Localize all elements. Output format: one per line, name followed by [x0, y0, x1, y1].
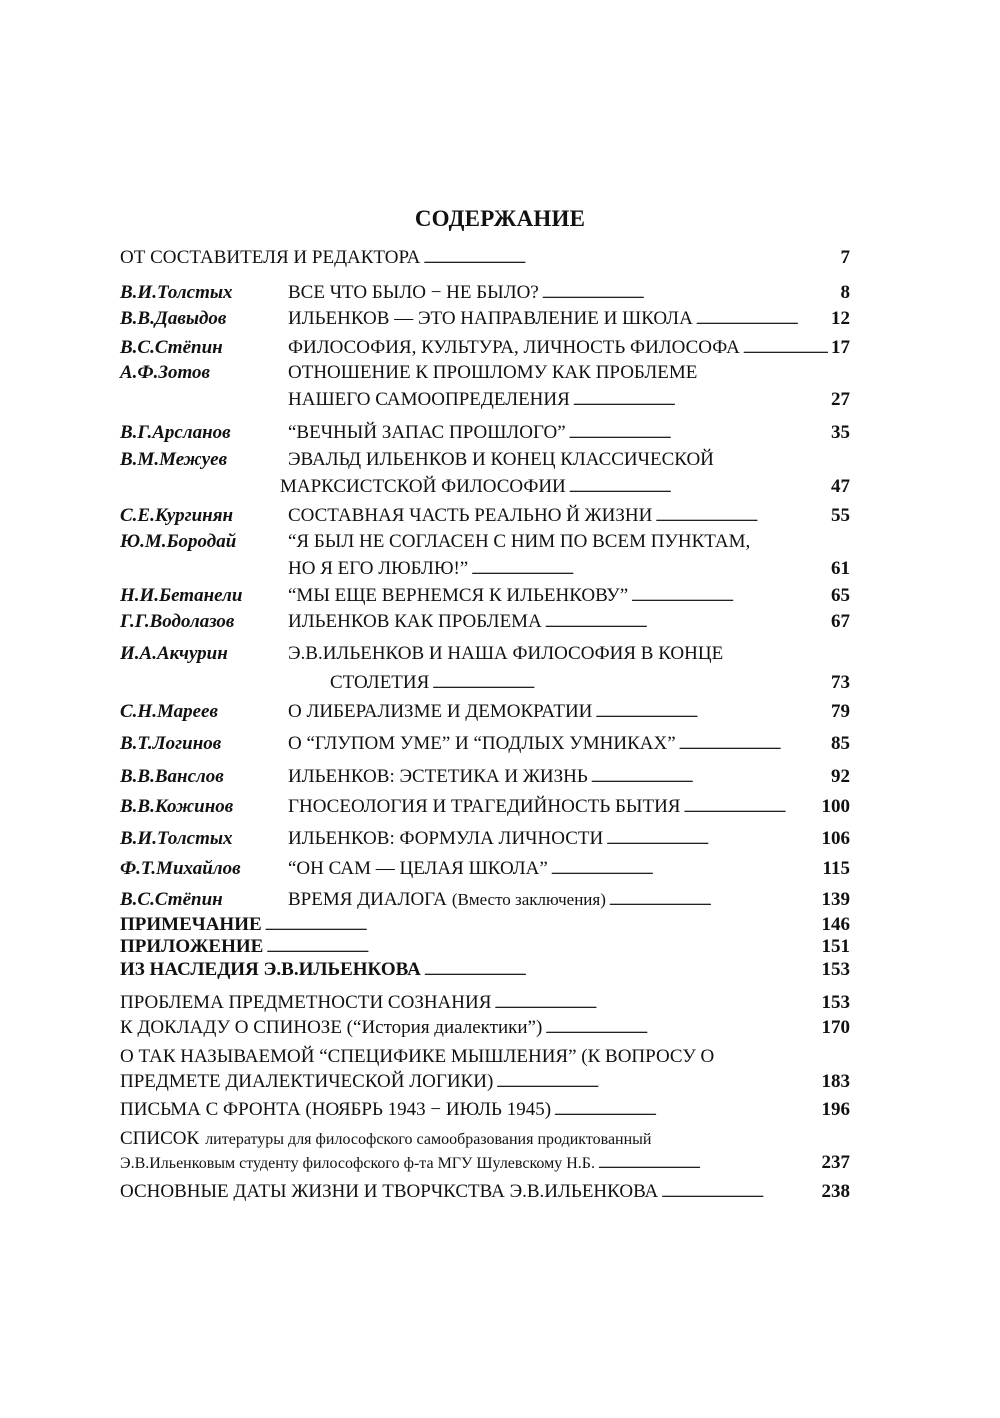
entry-author: В.И.Толстых	[120, 828, 233, 849]
page-number: 115	[822, 858, 850, 879]
leader-dots	[265, 914, 819, 937]
toc-entry-continuation	[120, 474, 850, 500]
entry-author: С.Н.Мареев	[120, 701, 218, 722]
leader-dots	[496, 1069, 818, 1096]
entry-title: ВРЕМЯ ДИАЛОГА	[288, 889, 447, 910]
leader-dots	[494, 990, 818, 1017]
entry-title-continued: НАШЕГО САМООПРЕДЕЛЕНИЯ	[288, 389, 570, 410]
page-number: 27	[831, 389, 850, 410]
toc-entry	[120, 1126, 850, 1152]
toc-entry	[120, 1015, 850, 1041]
entry-author: В.Т.Логинов	[120, 733, 222, 754]
toc-entry	[120, 764, 850, 790]
entry-author: В.С.Стёпин	[120, 889, 223, 910]
toc-entry	[120, 914, 850, 936]
entry-title-continued: МАРКСИСТСКОЙ ФИЛОСОФИИ	[280, 476, 566, 497]
toc-entry	[120, 609, 850, 635]
toc-entry	[120, 887, 850, 913]
entry-title: ИЛЬЕНКОВ КАК ПРОБЛЕМА	[288, 611, 542, 632]
leader-dots	[696, 306, 828, 333]
page-number: 12	[831, 308, 850, 329]
entry-author: Ю.М.Бородай	[120, 531, 237, 552]
leader-dots	[551, 856, 820, 883]
entry-title-continued: ПРЕДМЕТЕ ДИАЛЕКТИЧЕСКОЙ ЛОГИКИ)	[120, 1071, 494, 1092]
leader-dots	[423, 245, 837, 272]
entry-title: “Я БЫЛ НЕ СОГЛАСЕН С НИМ ПО ВСЕМ ПУНКТАМ,	[288, 531, 751, 552]
leader-dots	[679, 731, 828, 758]
entry-author: В.М.Межуев	[120, 449, 228, 470]
page-number: 55	[831, 505, 850, 526]
toc-entry	[120, 447, 850, 473]
page-number: 196	[821, 1099, 850, 1120]
leader-dots	[545, 1015, 818, 1042]
entry-author: В.В.Давыдов	[120, 308, 227, 329]
entry-title: ПИСЬМА С ФРОНТА (НОЯБРЬ 1943 − ИЮЛЬ 1945)	[120, 1099, 552, 1120]
entry-title: ЭВАЛЬД ИЛЬЕНКОВ И КОНЕЦ КЛАССИЧЕСКОЙ	[288, 449, 714, 470]
toc-entry	[120, 1044, 850, 1070]
toc-entry	[120, 794, 850, 820]
entry-title: ИЛЬЕНКОВ — ЭТО НАПРАВЛЕНИЕ И ШКОЛА	[288, 308, 693, 329]
toc-entry	[120, 360, 850, 386]
entry-author: И.А.Акчурин	[120, 643, 228, 664]
entry-title: СОСТАВНАЯ ЧАСТЬ РЕАЛЬНО Й ЖИЗНИ	[288, 505, 653, 526]
toc-entry-continuation	[120, 387, 850, 413]
leader-dots	[554, 1097, 818, 1124]
toc-entry-continuation	[120, 670, 850, 696]
page-number: 47	[831, 476, 850, 497]
page-number: 238	[821, 1181, 850, 1202]
entry-title: ПРОБЛЕМА ПРЕДМЕТНОСТИ СОЗНАНИЯ	[120, 992, 492, 1013]
page-number: 139	[821, 889, 850, 910]
page-number: 79	[831, 701, 850, 722]
toc-entry	[120, 335, 850, 361]
leader-dots	[573, 387, 828, 414]
page-number: 67	[831, 611, 850, 632]
entry-title-continued: СТОЛЕТИЯ	[330, 672, 430, 693]
page-number: 153	[821, 959, 850, 980]
entry-title-continued: НО Я ЕГО ЛЮБЛЮ!”	[288, 558, 469, 579]
leader-dots	[606, 826, 818, 853]
entry-title: СПИСОК	[120, 1128, 200, 1149]
entry-title: ИЛЬЕНКОВ: ФОРМУЛА ЛИЧНОСТИ	[288, 828, 604, 849]
entry-author: В.В.Ванслов	[120, 766, 224, 787]
leader-dots	[424, 959, 819, 982]
entry-author: Г.Г.Водолазов	[120, 611, 235, 632]
leader-dots	[595, 699, 828, 726]
leader-dots	[609, 887, 819, 914]
toc-entry-continuation	[120, 556, 850, 582]
entry-subtitle: литературы для философского самообразования продиктованный	[205, 1131, 652, 1148]
leader-dots	[598, 1150, 819, 1177]
page-number: 146	[821, 914, 850, 935]
entry-title: ВСЕ ЧТО БЫЛО − НЕ БЫЛО?	[288, 282, 539, 303]
entry-title: ИЗ НАСЛЕДИЯ Э.В.ИЛЬЕНКОВА	[120, 959, 421, 980]
leader-dots	[471, 556, 828, 583]
leader-dots	[591, 764, 828, 791]
entry-author: С.Е.Кургинян	[120, 505, 234, 526]
entry-title: ОСНОВНЫЕ ДАТЫ ЖИЗНИ И ТВОРЧКСТВА Э.В.ИЛЬЕНКОВА	[120, 1181, 659, 1202]
page-number: 170	[821, 1017, 850, 1038]
page-number: 153	[821, 992, 850, 1013]
leader-dots	[432, 670, 828, 697]
toc-entry	[120, 826, 850, 852]
page-number: 151	[821, 936, 850, 957]
leader-dots	[655, 503, 828, 530]
toc-entry	[120, 503, 850, 529]
entry-title: ГНОСЕОЛОГИЯ И ТРАГЕДИЙНОСТЬ БЫТИЯ	[288, 796, 681, 817]
entry-author: Ф.Т.Михайлов	[120, 858, 241, 879]
page-number: 17	[831, 337, 850, 358]
toc-entry	[120, 280, 850, 306]
leader-dots	[266, 936, 818, 959]
toc-entry-continuation	[120, 1069, 850, 1095]
leader-dots	[631, 583, 828, 610]
entry-title: ИЛЬЕНКОВ: ЭСТЕТИКА И ЖИЗНЬ	[288, 766, 588, 787]
entry-author: В.И.Толстых	[120, 282, 233, 303]
toc-entry	[120, 856, 850, 882]
entry-title: “ОН САМ — ЦЕЛАЯ ШКОЛА”	[288, 858, 548, 879]
page-number: 237	[821, 1152, 850, 1173]
page-number: 100	[821, 796, 850, 817]
toc-entry	[120, 306, 850, 332]
entry-title: О ЛИБЕРАЛИЗМЕ И ДЕМОКРАТИИ	[288, 701, 593, 722]
toc-entry	[120, 731, 850, 757]
leader-dots	[743, 335, 828, 362]
page-number: 85	[831, 733, 850, 754]
page-number: 7	[840, 247, 850, 268]
page-number: 65	[831, 585, 850, 606]
toc-entry	[120, 699, 850, 725]
toc-entry	[120, 990, 850, 1016]
entry-title: К ДОКЛАДУ О СПИНОЗЕ (“История диалектики”)	[120, 1017, 543, 1038]
page-number: 183	[821, 1071, 850, 1092]
entry-author: В.С.Стёпин	[120, 337, 223, 358]
entry-author: В.В.Кожинов	[120, 796, 234, 817]
entry-title: “МЫ ЕЩЕ ВЕРНЕМСЯ К ИЛЬЕНКОВУ”	[288, 585, 629, 606]
toc-entry	[120, 583, 850, 609]
toc-entry	[120, 1179, 850, 1205]
toc-entry-continuation	[120, 1150, 850, 1176]
leader-dots	[683, 794, 818, 821]
toc-entry	[120, 1097, 850, 1123]
entry-title: ПРИЛОЖЕНИЕ	[120, 936, 264, 957]
entry-title: О “ГЛУПОМ УМЕ” И “ПОДЛЫХ УМНИКАХ”	[288, 733, 676, 754]
entry-title: ФИЛОСОФИЯ, КУЛЬТУРА, ЛИЧНОСТЬ ФИЛОСОФА	[288, 337, 740, 358]
page-number: 73	[831, 672, 850, 693]
entry-author: В.Г.Арсланов	[120, 422, 231, 443]
leader-dots	[542, 280, 838, 307]
page-number: 8	[840, 282, 850, 303]
entry-author: Н.И.Бетанели	[120, 585, 243, 606]
page-number: 35	[831, 422, 850, 443]
entry-title: ПРИМЕЧАНИЕ	[120, 914, 262, 935]
entry-title: О ТАК НАЗЫВАЕМОЙ “СПЕЦИФИКЕ МЫШЛЕНИЯ” (К ВОПРОСУ О	[120, 1046, 715, 1067]
toc-entry	[120, 529, 850, 555]
toc-entry	[120, 420, 850, 446]
entry-subtitle: (Вместо заключения)	[451, 890, 606, 909]
leader-dots	[569, 420, 828, 447]
entry-author: А.Ф.Зотов	[120, 362, 211, 383]
leader-dots	[569, 474, 828, 501]
entry-title: Э.В.ИЛЬЕНКОВ И НАША ФИЛОСОФИЯ В КОНЦЕ	[288, 643, 724, 664]
entry-title: “ВЕЧНЫЙ ЗАПАС ПРОШЛОГО”	[288, 422, 566, 443]
toc-entry	[120, 959, 850, 981]
toc-entry	[120, 936, 850, 958]
page-title: СОДЕРЖАНИЕ	[414, 206, 586, 231]
page-number: 106	[821, 828, 850, 849]
toc-entry	[120, 245, 850, 271]
leader-dots	[661, 1179, 818, 1206]
toc-entry	[120, 641, 850, 667]
entry-title-continued: Э.В.Ильенковым студенту философского ф-та МГУ Шулевскому Н.Б.	[120, 1155, 595, 1172]
page-number: 61	[831, 558, 850, 579]
page-number: 92	[831, 766, 850, 787]
leader-dots	[545, 609, 828, 636]
entry-title: ОТНОШЕНИЕ К ПРОШЛОМУ КАК ПРОБЛЕМЕ	[288, 362, 698, 383]
entry-title: ОТ СОСТАВИТЕЛЯ И РЕДАКТОРА	[120, 247, 421, 268]
